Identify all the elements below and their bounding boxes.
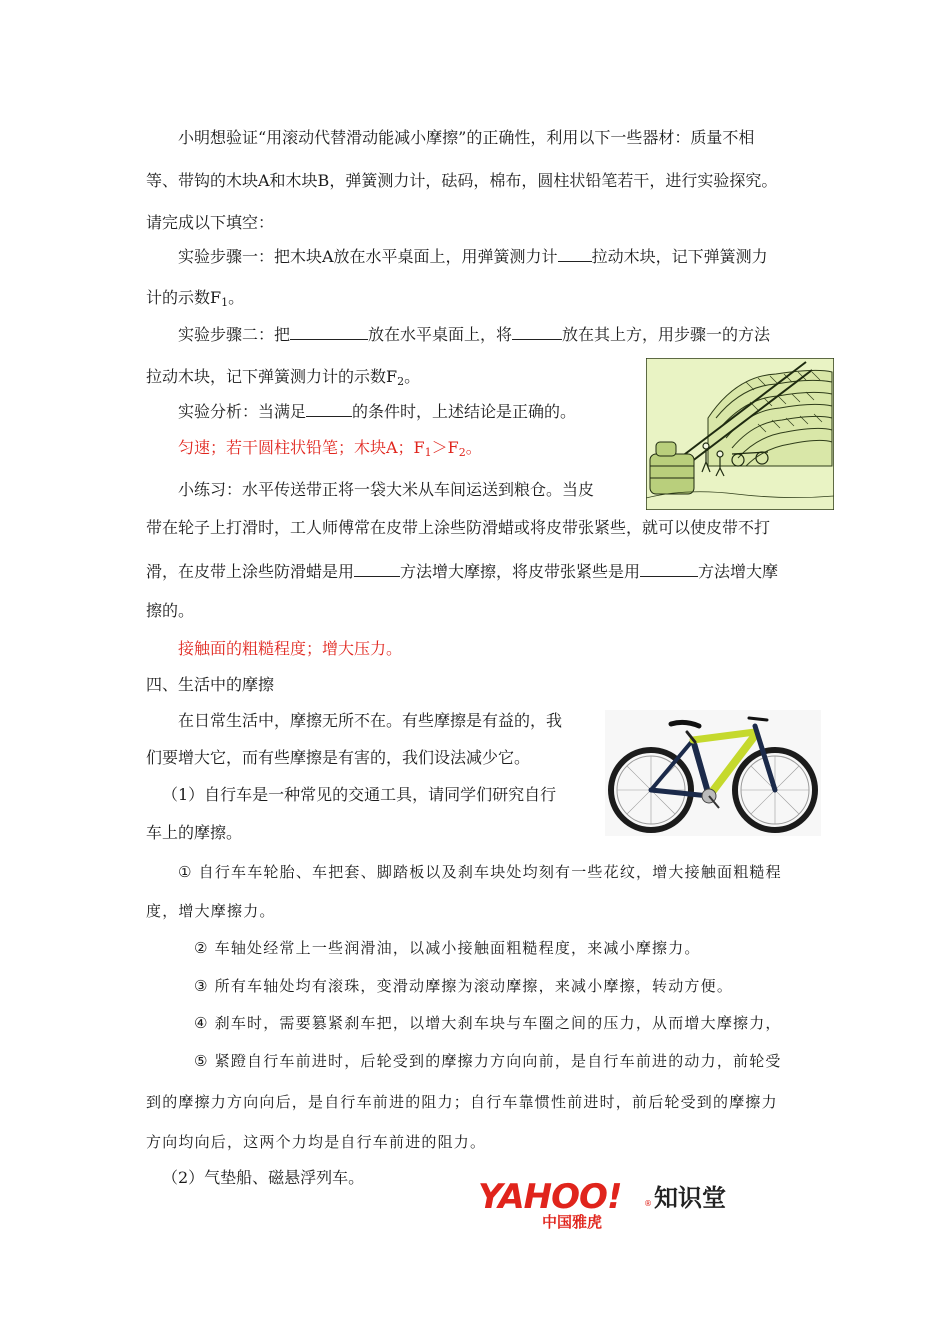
step2-blank-2	[512, 323, 562, 340]
exercise-line-2: 带在轮子上打滑时，工人师傅常在皮带上涂些防滑蜡或将皮带张紧些，就可以使皮带不打	[146, 518, 771, 537]
analysis-text-a: 实验分析：当满足	[178, 402, 307, 421]
step2-line-2	[146, 366, 420, 393]
exercise-blank-1	[354, 560, 400, 577]
exercise-line-1: 小练习：水平传送带正将一袋大米从车间运送到粮仓。当皮	[178, 480, 595, 499]
answer1-sub-2: 2	[458, 446, 466, 459]
answer1-end: 。	[465, 438, 482, 457]
section4-p2-line-1: （1）自行车是一种常见的交通工具，请同学们研究自行	[162, 785, 557, 804]
bike-item-3: ③ 所有车轴处均有滚珠，变滑动摩擦为滚动摩擦，来减小摩擦，转动方便。	[194, 977, 734, 995]
answer1-text: 匀速；若干圆柱状铅笔；木块A；F	[178, 438, 425, 457]
f1-subscript: 1	[221, 296, 229, 309]
yahoo-logo-text: YAHOO!	[478, 1177, 622, 1217]
exercise-line-3	[146, 560, 778, 583]
f2-subscript: 2	[397, 375, 405, 388]
analysis-line	[178, 400, 576, 423]
answer1-sub-1: 1	[424, 446, 432, 459]
section-heading: 四、生活中的摩擦	[146, 675, 275, 694]
bike-item-5-line-1: ⑤ 紧蹬自行车前进时，后轮受到的摩擦力方向向前，是自行车前进的动力，前轮受	[194, 1052, 782, 1070]
yahoo-china-text: 中国雅虎	[542, 1213, 603, 1231]
exercise-blank-2	[640, 560, 698, 577]
intro-line-3: 请完成以下填空：	[146, 213, 275, 232]
bicycle-photo	[605, 710, 821, 836]
section4-p3: （2）气垫船、磁悬浮列车。	[162, 1168, 365, 1187]
step1-text-a: 实验步骤一：把木块A放在水平桌面上，用弹簧测力计	[178, 247, 558, 266]
bike-item-1-line-2: 度，增大摩擦力。	[146, 902, 276, 920]
exercise-text-b: 方法增大摩擦，将皮带张紧些是用	[400, 562, 641, 581]
step1-blank	[558, 245, 592, 262]
bike-item-5-line-3: 方向均向后，这两个力均是自行车前进的阻力。	[146, 1133, 487, 1151]
zhishitang-text: 知识堂	[654, 1184, 726, 1212]
exercise-text-c: 方法增大摩	[698, 562, 779, 581]
step1-text-c: 计的示数F	[146, 288, 222, 307]
answer-1	[178, 437, 482, 464]
step1-line-2	[146, 287, 244, 314]
intro-line-1: 小明想验证“用滚动代替滑动能减小摩擦”的正确性，利用以下一些器材：质量不相	[178, 128, 755, 147]
bike-item-1-line-1: ① 自行车车轮胎、车把套、脚踏板以及刹车块处均刻有一些花纹，增大接触面粗糙程	[178, 863, 782, 881]
step2-line	[178, 323, 770, 346]
step2-text-c: 放在其上方，用步骤一的方法	[562, 325, 771, 344]
section4-p2-line-2: 车上的摩擦。	[146, 823, 243, 842]
bike-item-5-line-2: 到的摩擦力方向向后，是自行车前进的阻力；自行车靠惯性前进时，前后轮受到的摩擦力	[146, 1093, 778, 1111]
section4-p1-line-2: 们要增大它，而有些摩擦是有害的，我们设法减少它。	[146, 748, 531, 767]
bike-item-2: ② 车轴处经常上一些润滑油，以减小接触面粗糙程度，来减小摩擦力。	[194, 939, 701, 957]
registered-mark: ®	[644, 1199, 652, 1208]
step1-end: 。	[228, 288, 245, 307]
analysis-text-b: 的条件时，上述结论是正确的。	[352, 402, 577, 421]
step2-text-d: 拉动木块，记下弹簧测力计的示数F	[146, 367, 398, 386]
step1-text-b: 拉动木块，记下弹簧测力	[591, 247, 768, 266]
answer1-gt: ＞F	[431, 438, 459, 457]
bike-item-4: ④ 刹车时，需要篡紧刹车把，以增大刹车块与车圈之间的压力，从而增大摩擦力，	[194, 1014, 782, 1032]
analysis-blank	[306, 400, 352, 417]
section4-p1-line-1: 在日常生活中，摩擦无所不在。有些摩擦是有益的，我	[178, 711, 563, 730]
step2-blank-1	[290, 323, 368, 340]
exercise-text-a: 滑，在皮带上涂些防滑蜡是用	[146, 562, 355, 581]
step1-line	[178, 245, 768, 268]
answer-2: 接触面的粗糙程度；增大压力。	[178, 639, 403, 658]
yahoo-zhishitang-logo	[478, 1176, 748, 1232]
intro-line-2: 等、带钩的木块A和木块B，弹簧测力计，砝码，棉布，圆柱状铅笔若干，进行实验探究。	[146, 171, 778, 190]
step2-end: 。	[404, 367, 421, 386]
exercise-line-4: 擦的。	[146, 601, 195, 620]
conveyor-belt-illustration	[646, 358, 834, 510]
step2-text-b: 放在水平桌面上，将	[368, 325, 513, 344]
step2-text-a: 实验步骤二：把	[178, 325, 291, 344]
